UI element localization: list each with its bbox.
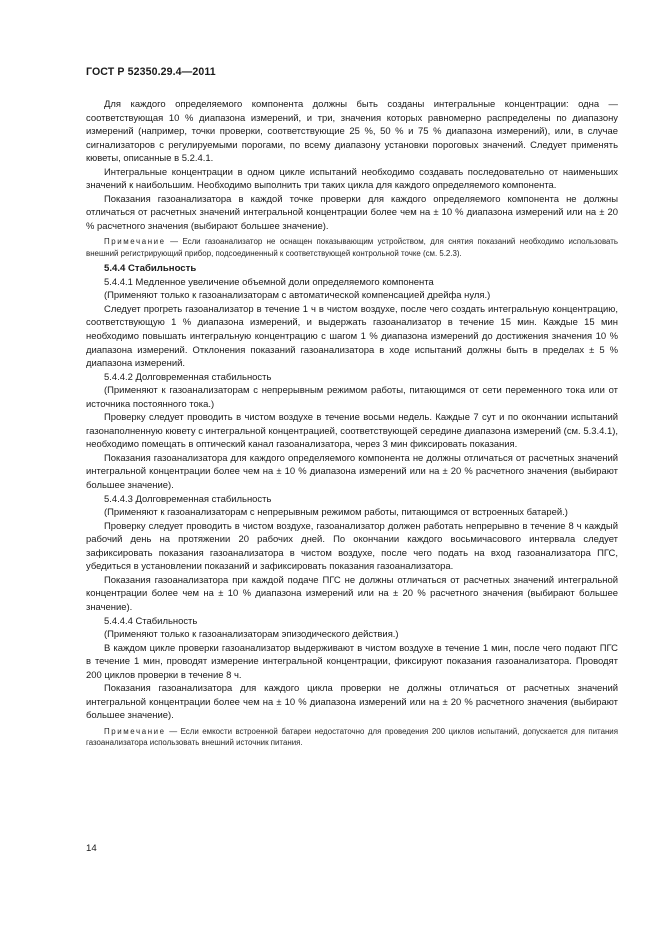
- paragraph: (Применяют к газоанализаторам с непрерывным режимом работы, питающимся от сети переменного тока или от источника постоянного тока.): [86, 385, 618, 410]
- note-label: Примечание: [104, 726, 166, 736]
- paragraph: (Применяют к газоанализаторам с непрерывным режимом работы, питающимся от встроенных батарей.): [104, 507, 568, 519]
- paragraph: Показания газоанализатора при каждой подаче ПГС не должны отличаться от расчетных значений интегральной концентрации более чем на ± 10 % диапазона измерений или на ± 20 % расчетного значения (выбирают большее значение).: [86, 574, 618, 613]
- subsection-title: 5.4.4.4 Стабильность: [104, 615, 198, 627]
- paragraph: (Применяют только к газоанализаторам с автоматической компенсацией дрейфа нуля.): [104, 290, 491, 302]
- paragraph: Проверку следует проводить в чистом воздухе, газоанализатор должен работать непрерывно в течение 8 ч каждый рабочий день на протяжении 20 рабочих дней. По окончании каждого восьмичасового интервала следует зафиксировать показания газоанализатора в чистом воздухе, после чего подать на вход газоанализатора ПГС, убедиться в установлении показаний и зафиксировать показания газоанализатора.: [86, 520, 618, 573]
- document-page: [86, 66, 618, 752]
- note: [86, 236, 618, 259]
- paragraph: Проверку следует проводить в чистом воздухе в течение восьми недель. Каждые 7 сут и по окончании испытаний газонаполненную кювету с интегральной концентрацией, соответствующей середине диапазона измерений (см. 5.3.4.1), необходимо помещать в оптический канал газоанализатора, через 3 мин фиксировать показания.: [86, 412, 618, 451]
- paragraph: В каждом цикле проверки газоанализатор выдерживают в чистом воздухе в течение 1 мин, после чего подают ПГС в течение 1 мин, проводят измерение интегральной концентрации, фиксируют показания газоанализатора. Проводят 200 циклов проверки в течение 8 ч.: [86, 642, 618, 681]
- paragraph: Для каждого определяемого компонента должны быть созданы интегральные концентрации: одна — соответствующая 10 % диапазона измерений, и три, значения которых равномерно распределены по диапазону измерений (например, точки проверки, соответствующие 25 %, 50 % и 75 % диапазона измерений), или, в случае сигнализаторов с регулируемыми порогами, по всему диапазону установки пороговых значений. Следует применять кюветы, описанные в 5.2.4.1.: [86, 99, 618, 165]
- section-heading: 5.4.4 Стабильность: [104, 263, 197, 275]
- note-text: — Если емкости встроенной батареи недостаточно для проведения 200 циклов испытаний, допускается для питания газоанализатора использовать внешний источник питания.: [86, 726, 618, 748]
- paragraph: Показания газоанализатора для каждого определяемого компонента не должны отличаться от расчетных значений интегральной концентрации более чем на ± 10 % диапазона измерений или на ± 20 % расчетного значения (выбирают большее значение).: [86, 452, 618, 492]
- note-label: Примечание: [104, 237, 166, 247]
- paragraph: Интегральные концентрации в одном цикле испытаний необходимо создавать последовательно от наименьших значений к наибольшим. Необходимо выполнить три таких цикла для каждого определяемого компонента.: [86, 166, 618, 192]
- subsection-title: 5.4.4.2 Долговременная стабильность: [104, 371, 272, 383]
- subsection-title: 5.4.4.3 Долговременная стабильность: [104, 493, 272, 505]
- document-header: ГОСТ Р 52350.29.4—2011: [86, 66, 216, 78]
- note-text: — Если газоанализатор не оснащен показывающим устройством, для снятия показаний необходимо использовать внешний регистрирующий прибор, подсоединенный к соответствующей контрольной точке (см. 5.2.3).: [86, 237, 618, 258]
- subsection-title: 5.4.4.1 Медленное увеличение объемной доли определяемого компонента: [104, 276, 434, 288]
- paragraph: (Применяют только к газоанализаторам эпизодического действия.): [104, 629, 399, 641]
- paragraph: Следует прогреть газоанализатор в течение 1 ч в чистом воздухе, после чего создать интегральную концентрацию, соответствующую 1 % диапазона измерений, и выдержать газоанализатор в течение 15 мин. Каждые 15 мин необходимо повышать интегральную концентрацию с шагом 1 % диапазона измерений до достижения значения 10 % диапазона измерений. Отклонения показаний газоанализатора в ходе испытаний должны быть в пределах ± 5 % диапазона измерений.: [86, 303, 618, 370]
- paragraph: Показания газоанализатора в каждой точке проверки для каждого определяемого компонента не должны отличаться от расчетных значений интегральной концентрации более чем на ± 10 % диапазона измерений или на ± 20 % расчетного значения (выбирают большее значение).: [86, 193, 618, 232]
- page-number: 14: [86, 843, 97, 854]
- paragraph: Показания газоанализатора для каждого цикла проверки не должны отличаться от расчетных значений интегральной концентрации более чем на ± 10 % диапазона измерений или на ± 20 % расчетного значения (выбирают большее значение).: [86, 683, 618, 722]
- note: [86, 726, 618, 749]
